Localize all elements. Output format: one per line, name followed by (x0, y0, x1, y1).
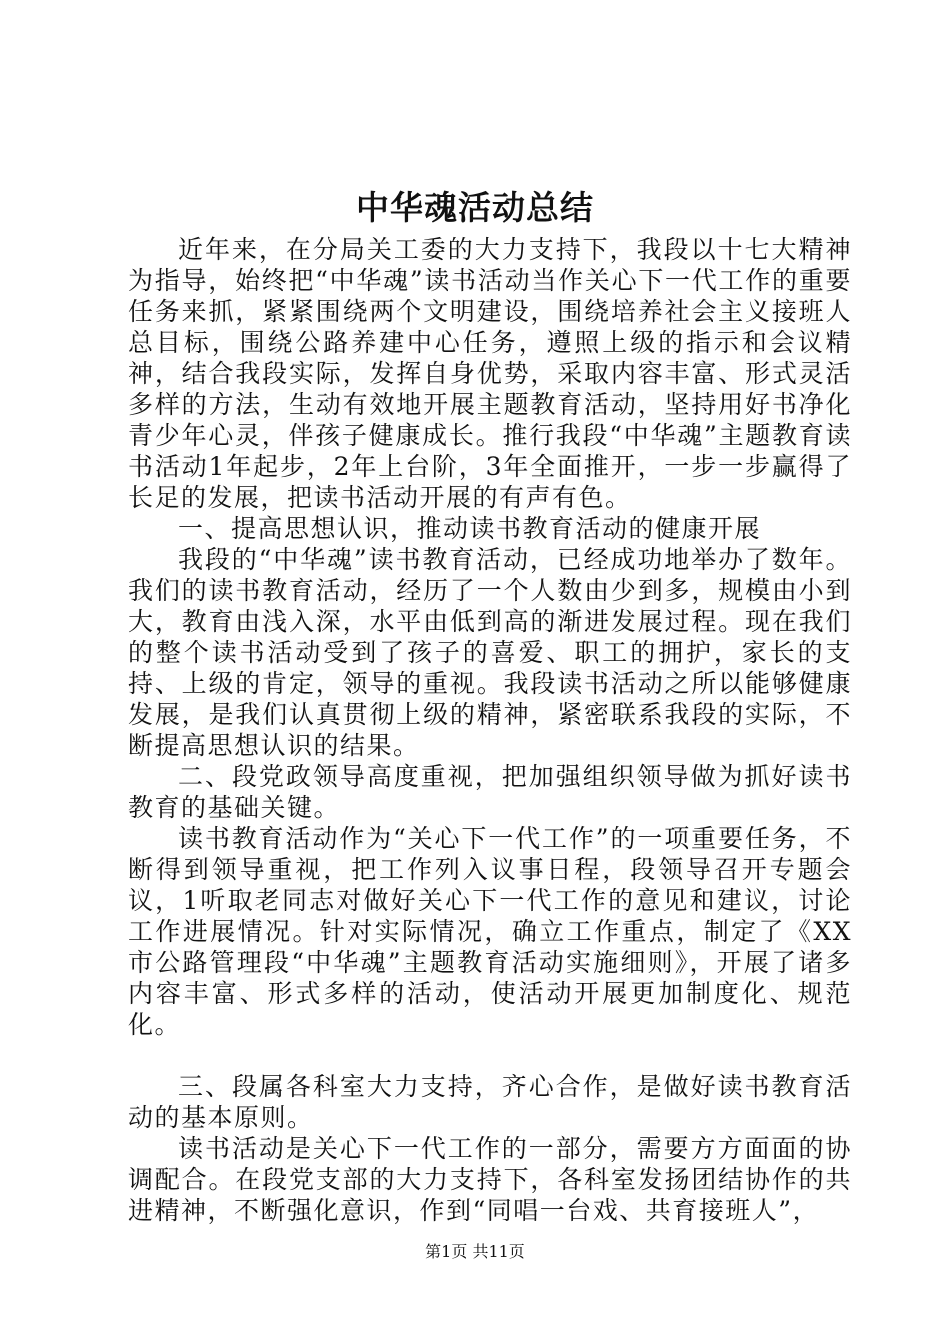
section-heading-2: 二、段党政领导高度重视，把加强组织领导做为抓好读书教育的基础关键。 (128, 762, 852, 822)
page-number-label: 第1页 共11页 (425, 1242, 525, 1261)
paragraph-spacer (128, 1040, 852, 1071)
intro-paragraph: 近年来，在分局关工委的大力支持下，我段以十七大精神为指导，始终把“中华魂”读书活动当作关心下一代工作的重要任务来抓，紧紧围绕两个文明建设，围绕培养社会主义接班人总目标，围绕公路养建中心任务，遵照上级的指示和会议精神，结合我段实际，发挥自身优势，采取内容丰富、形式灵活多样的方法，生动有效地开展主题教育活动，坚持用好书净化青少年心灵，伴孩子健康成长。推行我段“中华魂”主题教育读书活动1年起步，2年上台阶，3年全面推开，一步一步赢得了长足的发展，把读书活动开展的有声有色。 (128, 235, 852, 512)
section-paragraph-2: 读书教育活动作为“关心下一代工作”的一项重要任务，不断得到领导重视，把工作列入议事日程，段领导召开专题会议，1听取老同志对做好关心下一代工作的意见和建议，讨论工作进展情况。针对实际情况，确立工作重点，制定了《XX市公路管理段“中华魂”主题教育活动实施细则》，开展了诸多内容丰富、形式多样的活动，使活动开展更加制度化、规范化。 (128, 824, 852, 1039)
document-body (128, 234, 852, 1226)
document-title: 中华魂活动总结 (356, 188, 594, 227)
page-footer (0, 1241, 950, 1263)
section-heading-3: 三、段属各科室大力支持，齐心合作，是做好读书教育活动的基本原则。 (128, 1072, 852, 1132)
section-paragraph-1: 我段的“中华魂”读书教育活动，已经成功地举办了数年。我们的读书教育活动，经历了一个人数由少到多，规模由小到大，教育由浅入深，水平由低到高的渐进发展过程。现在我们的整个读书活动受到了孩子的喜爱、职工的拥护，家长的支持、上级的肯定，领导的重视。我段读书活动之所以能够健康发展，是我们认真贯彻上级的精神，紧密联系我段的实际，不断提高思想认识的结果。 (128, 545, 852, 760)
section-heading-1: 一、提高思想认识，推动读书教育活动的健康开展 (178, 514, 762, 543)
section-paragraph-3: 读书活动是关心下一代工作的一部分，需要方方面面的协调配合。在段党支部的大力支持下，各科室发扬团结协作的共进精神，不断强化意识，作到“同唱一台戏、共育接班人”， (128, 1134, 852, 1225)
